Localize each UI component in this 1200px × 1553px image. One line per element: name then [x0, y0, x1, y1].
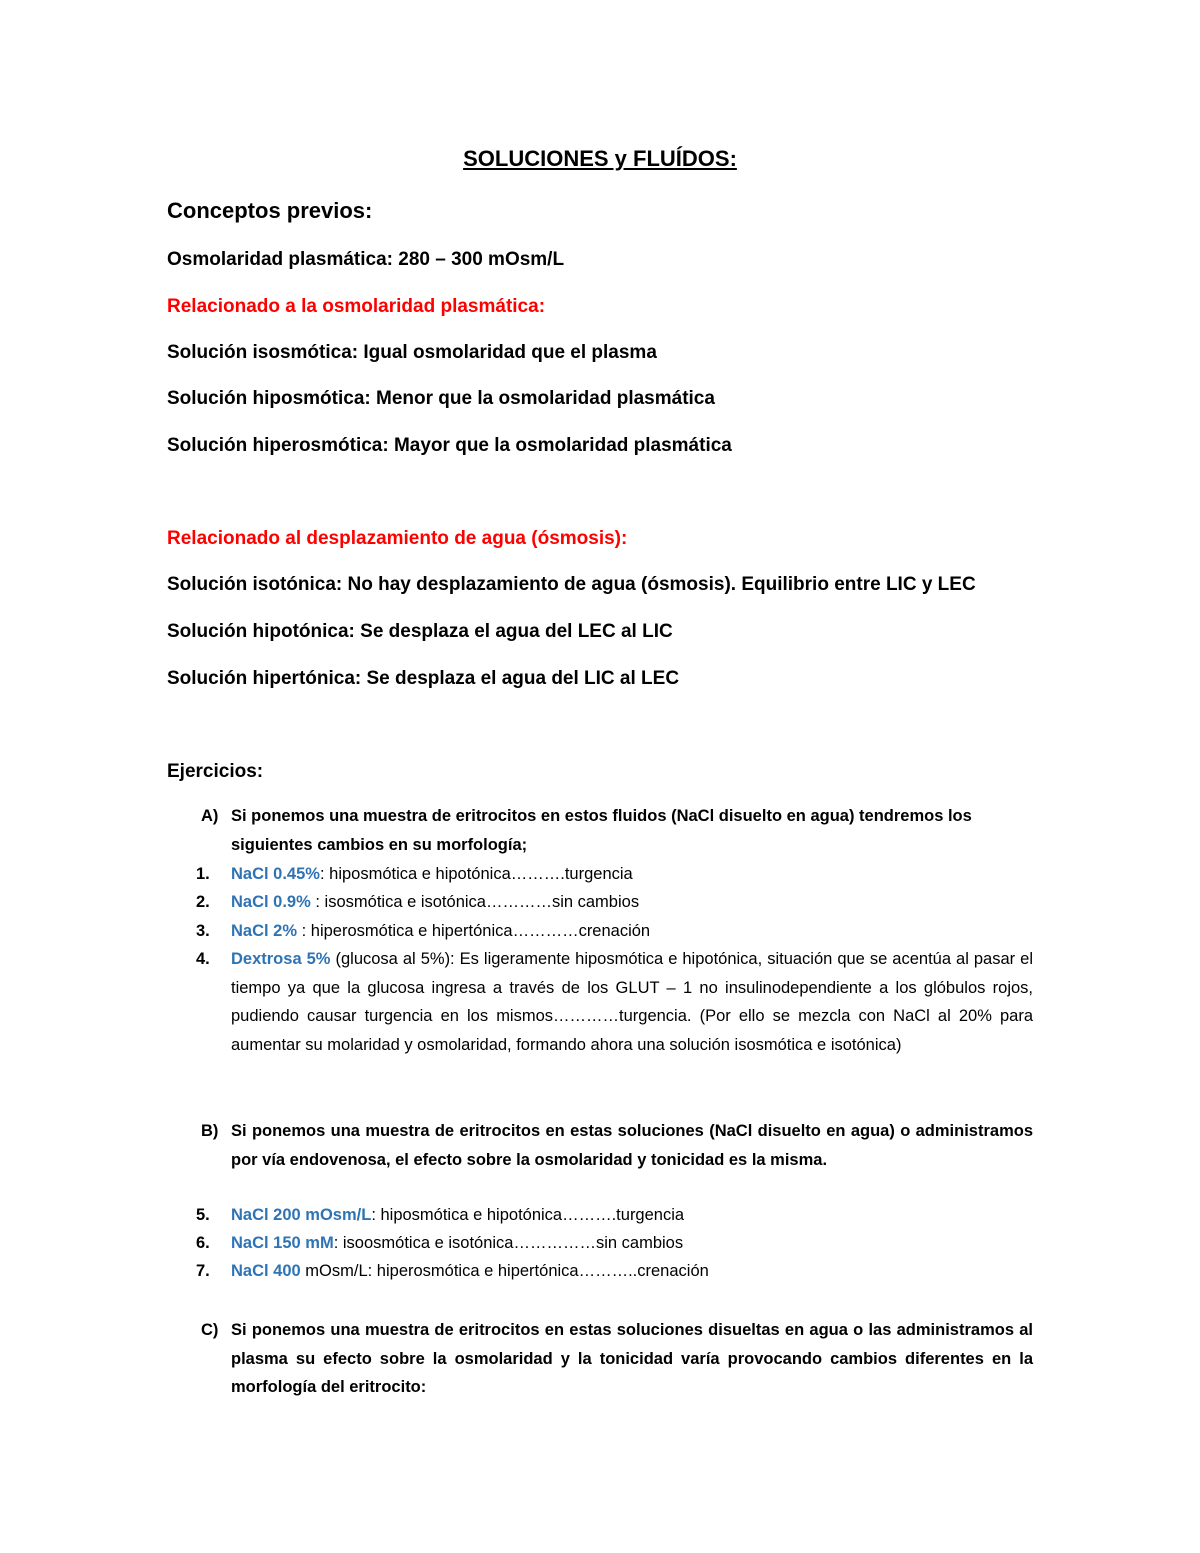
solution-description: : hiposmótica e hipotónica……….turgencia: [371, 1206, 685, 1224]
solution-name: NaCl 150 mM: [231, 1234, 334, 1252]
section1-item: Solución hiposmótica: Menor que la osmolaridad plasmática: [167, 388, 715, 409]
solution-name: NaCl 0.9%: [231, 893, 311, 911]
item-number: 7.: [196, 1262, 210, 1280]
item-number: 2.: [196, 893, 210, 911]
osmolarity-line: Osmolaridad plasmática: 280 – 300 mOsm/L: [167, 249, 565, 270]
section2-item: Solución isotónica: No hay desplazamiento de agua (ósmosis). Equilibrio entre LIC y LEC: [167, 574, 976, 595]
solution-description: (glucosa al 5%): Es ligeramente hiposmótica e hipotónica, situación que se acentúa al pasar el tiempo ya que la glucosa ingresa a través de los GLUT – 1 no insulinodependiente a los glóbulos rojos, pudiendo causar turgencia en los mismos…………turgencia. (Por ello se mezcla con NaCl al 20% para aumentar su molaridad y osmolaridad, formando ahora una solución isosmótica e isotónica): [231, 950, 1033, 1054]
item-number: 5.: [196, 1206, 210, 1224]
section2-item: Solución hipotónica: Se desplaza el agua del LEC al LIC: [167, 621, 673, 642]
solution-name: NaCl 0.45%: [231, 865, 320, 883]
item-number: 3.: [196, 922, 210, 940]
solution-description: : isosmótica e isotónica…………sin cambios: [310, 893, 640, 911]
document-title: SOLUCIONES y FLUÍDOS:: [463, 146, 737, 171]
exercise-text: Si ponemos una muestra de eritrocitos en estas soluciones disueltas en agua o las administramos al plasma su efecto sobre la osmolaridad y la tonicidad varía provocando cambios diferentes en la morfología del eritrocito:: [231, 1321, 1033, 1396]
solution-name: NaCl 200 mOsm/L: [231, 1206, 372, 1224]
item-number: 1.: [196, 865, 210, 883]
exercises-heading: Ejercicios:: [167, 761, 264, 782]
item-number: 6.: [196, 1234, 210, 1252]
concepts-heading: Conceptos previos:: [167, 198, 373, 223]
solution-description: mOsm/L: hiperosmótica e hipertónica………..crenación: [300, 1262, 709, 1280]
solution-name: Dextrosa 5%: [231, 950, 331, 968]
solution-description: : hiperosmótica e hipertónica…………crenación: [297, 922, 651, 940]
section2-item: Solución hipertónica: Se desplaza el agua del LIC al LEC: [167, 668, 680, 689]
item-number: 4.: [196, 950, 210, 968]
section1-item: Solución isosmótica: Igual osmolaridad que el plasma: [167, 342, 657, 363]
solution-name: NaCl 2%: [231, 922, 298, 940]
exercise-marker: B): [201, 1122, 219, 1140]
section1-heading: Relacionado a la osmolaridad plasmática:: [167, 296, 546, 317]
section2-heading: Relacionado al desplazamiento de agua (ósmosis):: [167, 528, 628, 549]
solution-description: : isoosmótica e isotónica……………sin cambios: [333, 1234, 684, 1252]
exercise-text: Si ponemos una muestra de eritrocitos en estos fluidos (NaCl disuelto en agua) tendremos los siguientes cambios en su morfología;: [231, 807, 972, 854]
exercise-marker: A): [201, 807, 219, 825]
exercise-marker: C): [201, 1321, 219, 1339]
section1-item: Solución hiperosmótica: Mayor que la osmolaridad plasmática: [167, 435, 732, 456]
solution-name: NaCl 400: [231, 1262, 301, 1280]
exercise-text: Si ponemos una muestra de eritrocitos en estas soluciones (NaCl disuelto en agua) o administramos por vía endovenosa, el efecto sobre la osmolaridad y tonicidad es la misma.: [231, 1122, 1033, 1169]
solution-description: : hiposmótica e hipotónica……….turgencia: [319, 865, 633, 883]
